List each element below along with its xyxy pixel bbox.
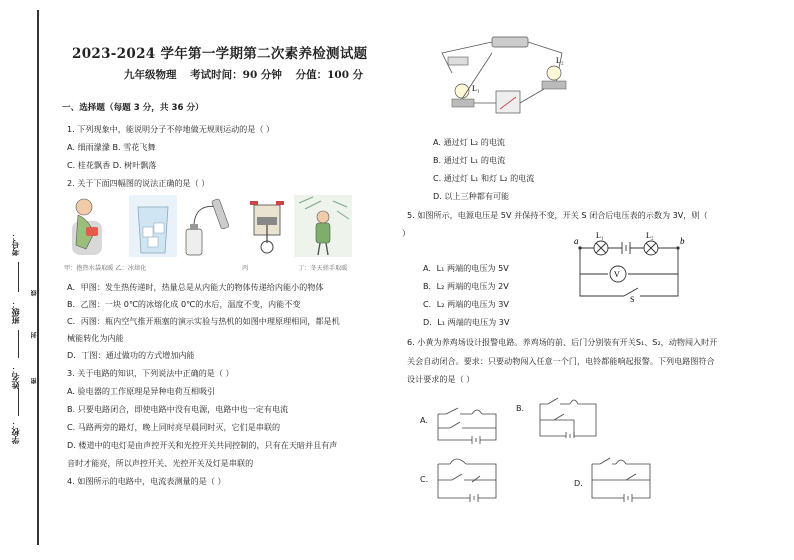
lamp-l1-label: L₁ [472,84,480,93]
option-line: C．L₂ 两端的电压为 3V [423,299,509,309]
question-line: 1. 下列现象中，能说明分子不停地做无规则运动的是（ ） [67,124,275,134]
option-line: C. 桂花飘香 D. 树叶飘落 [67,160,157,170]
lamp-l2-label: L₂ [556,56,564,65]
option-line: C．丙图：瓶内空气推开瓶塞的演示实验与热机的如图中理原理相同，都是机 [67,316,340,326]
option-line: B．乙图：一块 0℃的冰熔化成 0℃的水后，温度不变，内能不变 [67,299,301,309]
school-label: 学校： [11,420,20,444]
exam-time: 考试时间：90 分钟 [190,69,282,81]
hot-water-bag [86,227,98,236]
switch-shape [448,57,468,65]
node-b-label: b [680,236,685,246]
question-line: 2. 关于下面四幅图的说法正确的是（ ） [67,178,210,188]
school-blank[interactable] [18,388,19,416]
exam-subtitle [124,67,373,82]
q6-circuit-b [534,392,600,438]
option-line: A．甲图：发生热传递时，热量总是从内能大的物体传递给内能小的物体 [67,282,324,292]
bottle-shape [186,229,202,255]
option-line: C. 通过灯 L₁ 和灯 L₂ 的电流 [433,173,535,183]
lamp-base [542,81,566,89]
option-line: 械能转化为内能 [67,333,124,343]
q4-circuit-figure [432,33,582,128]
figure-caption: 丁：冬天搓手取暖 [298,265,348,272]
binding-line [37,10,39,545]
exam-no-label: 考号： [11,232,20,256]
question-line: 设计要求的是（ ） [407,374,475,384]
seal-char: 线 [31,290,38,296]
exam-score: 分值：100 分 [295,69,364,81]
piston-shape [257,217,277,225]
subject: 九年级物理 [124,69,177,81]
name-label: 姓名： [11,365,20,389]
valve-shape [276,201,284,205]
name-blank[interactable] [18,330,19,358]
battery-shape [492,37,528,47]
ice-cube [154,223,164,233]
lamp-l2-label: L₂ [646,231,654,240]
node-dot [578,246,581,249]
option-line: C. 马路两旁的路灯，晚上同时亮早晨同时灭，它们是串联的 [67,422,281,432]
ammeter-shape [496,91,520,113]
class-blank[interactable] [18,262,19,292]
q5-circuit-diagram [574,230,694,302]
option-line: D. 以上三种都有可能 [433,191,510,201]
lamp-base [452,99,474,107]
switch-label: S [630,295,635,302]
q6-option-label: A. [420,415,428,425]
q6-circuit-d [586,452,656,502]
option-line: D．L₁ 两端的电压为 3V [423,317,510,327]
exam-title: 2023-2024 学年第一学期第二次素养检测试题 [72,46,368,62]
q6-option-label: C. [420,474,429,484]
valve-shape [250,201,258,205]
question-line: 4. 如图所示的电路中，电流表测量的是（ ） [67,476,226,486]
question-line: 5. 如图所示，电源电压是 5V 并保持不变，开关 S 闭合后电压表的示数为 3V，则（ [407,210,708,220]
question-line: 关会自动闭合。要求：只要动物闯入任意一个门，电铃都能响起报警。下列电路图符合 [407,356,715,366]
figure-bing-engine [244,193,290,259]
option-line: 音时才能亮，所以声控开关、光控开关及灯是串联的 [67,458,254,468]
question-line: 3. 关于电路的知识，下列说法中正确的是（ ） [67,368,234,378]
question-line: 6. 小黄为养鸡场设计报警电路。养鸡场的前、后门分别装有开关S₁、S₂，动物闯入时开 [407,337,718,347]
wire-shape [580,248,678,296]
figure-caption: 丙 [242,265,249,272]
pump-shape [211,198,229,229]
option-line: D．丁图：通过做功的方式增加内能 [67,350,195,360]
lamp-l2-shape [547,66,561,80]
option-line: B．L₂ 两端的电压为 2V [423,281,509,291]
figure-jia [64,193,122,259]
person-coat [316,223,330,243]
ice-cube [143,227,153,237]
option-line: A. 验电器的工作原理是异种电荷互相吸引 [67,386,216,396]
figure-yi [128,193,178,259]
voltmeter-label: V [614,270,620,279]
option-line: B. 只要电路闭合，即使电路中没有电源，电路中也一定有电流 [67,404,289,414]
option-line: A. 通过灯 L₂ 的电流 [433,137,506,147]
person-head [317,211,329,223]
figure-bing-pump [178,193,238,259]
q6-option-label: B. [516,403,525,413]
option-line: B. 通过灯 L₁ 的电流 [433,155,506,165]
lamp-l1-cross [596,243,606,253]
option-line: A．L₁ 两端的电压为 5V [423,263,509,273]
q6-circuit-a [432,398,502,444]
person-head [76,199,92,215]
option-line: D. 楼道中的电灯是由声控开关和光控开关共同控制的，只有在天暗并且有声 [67,440,338,450]
question-line: ） [402,228,411,238]
figure-caption: 甲：抱热水袋取暖 乙：冰熔化 [64,265,147,272]
section-heading: 一、选择题（每题 3 分，共 36 分） [62,103,204,113]
q6-option-label: D. [574,478,583,488]
ice-cube [148,237,158,247]
figure-ding [293,193,353,259]
option-line: A. 细雨濛濛 B. 雪花飞舞 [67,142,156,152]
seal-char: 封 [31,332,38,338]
lamp-l2-cross [646,243,656,253]
stopper-shape [190,224,198,230]
seal-char: 密 [31,378,38,384]
node-dot [676,246,679,249]
lamp-l1-label: L₁ [596,231,604,240]
battery-symbol [622,242,630,254]
q6-circuit-c [432,452,502,502]
node-a-label: a [574,236,579,246]
class-label: 班级： [11,300,20,324]
